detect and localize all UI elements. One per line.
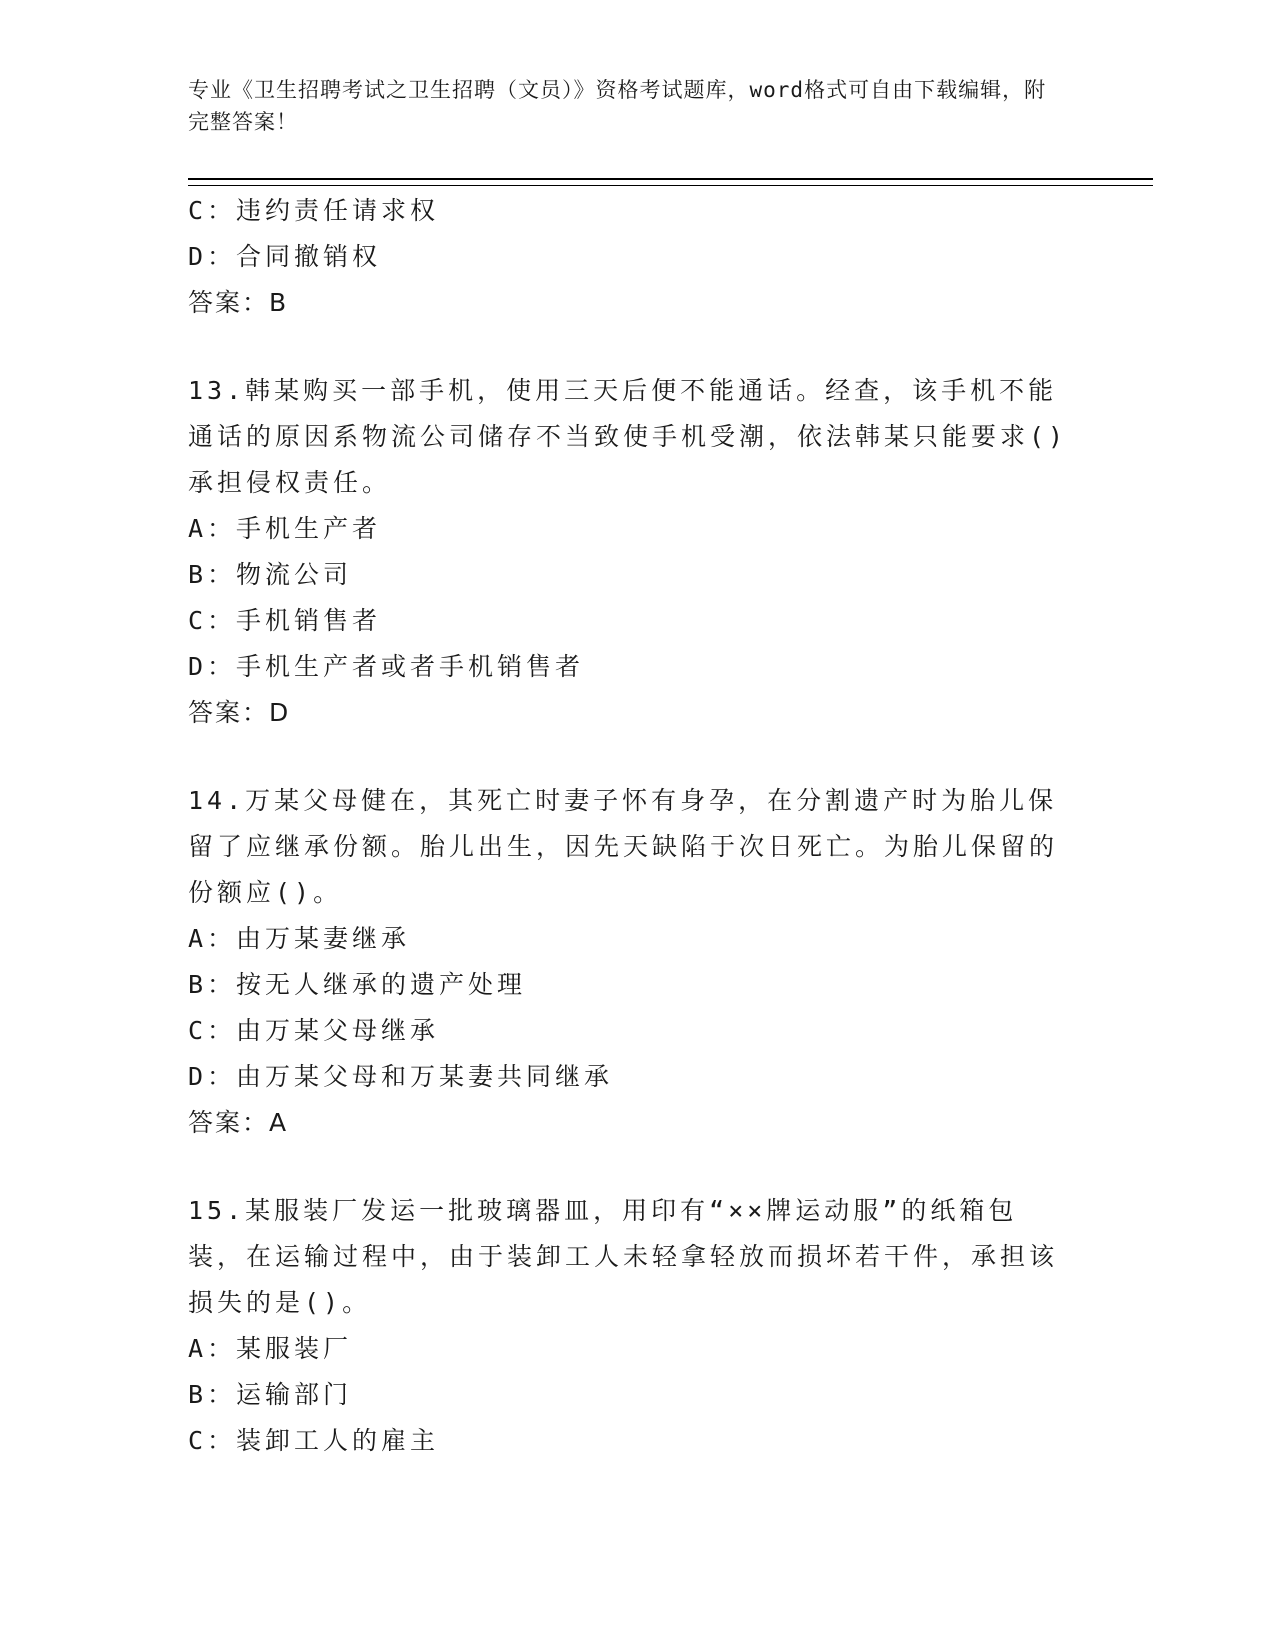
q12-option-c: C：违约责任请求权 [188,196,440,225]
q13-option-c: C：手机销售者 [188,606,382,635]
q14-stem: 14.万某父母健在，其死亡时妻子怀有身孕，在分割遗产时为胎儿保留了应继承份额。胎儿出生，因先天缺陷于次日死亡。为胎儿保留的份额应()。 [188,786,1059,907]
q15-option-b: B：运输部门 [188,1380,353,1409]
q14-option-c: C：由万某父母继承 [188,1016,440,1045]
spacer [188,736,1088,778]
q14-option-a: A：由万某妻继承 [188,924,411,953]
q15-option-a: A：某服装厂 [188,1334,353,1363]
q15-stem: 15.某服装厂发运一批玻璃器皿，用印有“××牌运动服”的纸箱包装，在运输过程中，由于装卸工人未轻拿轻放而损坏若干件，承担该损失的是()。 [188,1196,1059,1317]
q13-answer: 答案：D [188,698,291,727]
spacer [188,1146,1088,1188]
q13-option-d: D：手机生产者或者手机销售者 [188,652,585,681]
document-header: 专业《卫生招聘考试之卫生招聘（文员）》资格考试题库，word格式可自由下载编辑，附完整答案！ [188,78,1047,134]
q13-option-a: A：手机生产者 [188,514,382,543]
q13-option-b: B：物流公司 [188,560,353,589]
spacer [188,326,1088,368]
q14-option-b: B：按无人继承的遗产处理 [188,970,527,999]
q12-answer: 答案：B [188,288,289,317]
q14-answer: 答案：A [188,1108,289,1137]
q12-option-d: D：合同撤销权 [188,242,382,271]
q15-option-c: C：装卸工人的雇主 [188,1426,440,1455]
header-divider [188,178,1153,186]
q13-stem: 13.韩某购买一部手机，使用三天后便不能通话。经查，该手机不能通话的原因系物流公司储存不当致使手机受潮，依法韩某只能要求()承担侵权责任。 [188,376,1068,497]
question-content [188,188,1088,1464]
q14-option-d: D：由万某父母和万某妻共同继承 [188,1062,614,1091]
